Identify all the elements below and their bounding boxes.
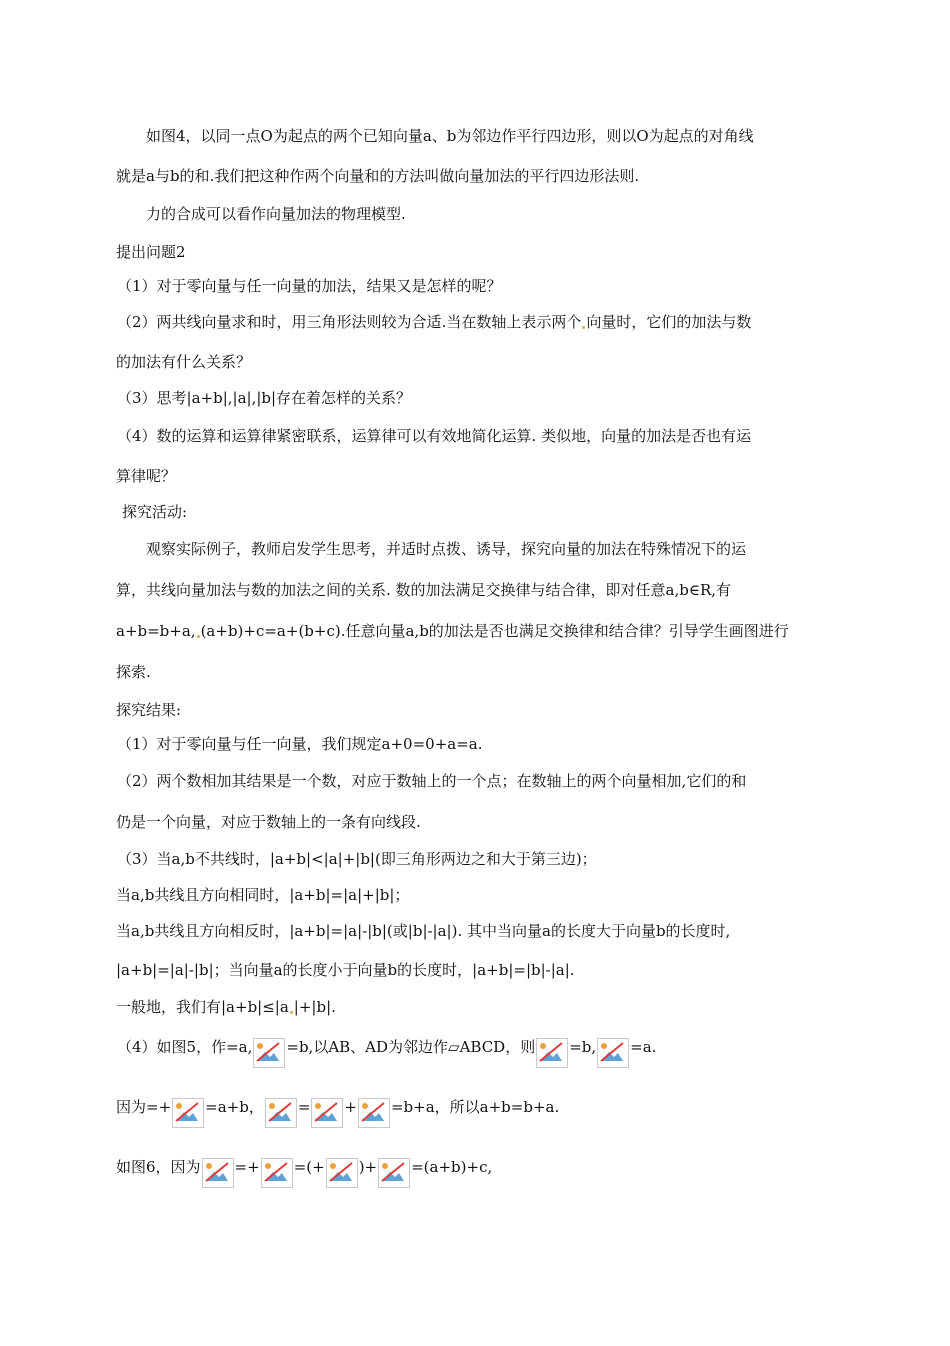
result-3-line: 一般地，我们有|a+b|≤|a |+|b|.: [116, 998, 336, 1016]
broken-image-icon: [597, 1038, 629, 1068]
result-4: （4）如图5，作=a, =b,以AB、AD为邻边作▱ABCD，则 =b, =a.: [117, 1037, 656, 1068]
broken-image-icon: [311, 1098, 343, 1128]
section-heading: 探究结果:: [116, 701, 182, 719]
broken-image-icon: [261, 1158, 293, 1188]
question-2-cont: 的加法有什么关系？: [116, 353, 252, 371]
question-1: （1）对于零向量与任一向量的加法，结果又是怎样的呢？: [117, 277, 502, 295]
result-3-line: |a+b|=|a|-|b|；当向量a的长度小于向量b的长度时，|a+b|=|b|-|a|.: [116, 961, 575, 979]
broken-image-icon: [172, 1098, 204, 1128]
paragraph-line: a+b=b+a, (a+b)+c=a+(b+c).任意向量a,b的加法是否也满足交换律和结合律？引导学生画图进行: [116, 622, 789, 640]
marker-dot: [582, 326, 585, 329]
marker-dot: [197, 635, 200, 638]
question-2: （2）两共线向量求和时，用三角形法则较为合适.当在数轴上表示两个 向量时，它们的加法与数: [117, 313, 752, 331]
section-heading: 提出问题2: [116, 243, 186, 261]
paragraph-line: 观察实际例子，教师启发学生思考，并适时点拨、诱导，探究向量的加法在特殊情况下的运: [146, 540, 747, 558]
question-3: （3）思考|a+b|,|a|,|b|存在着怎样的关系？: [117, 389, 412, 407]
broken-image-icon: [326, 1158, 358, 1188]
result-3-line: 当a,b共线且方向相同时，|a+b|=|a|+|b|；: [116, 886, 410, 904]
broken-image-icon: [265, 1098, 297, 1128]
result-2: （2）两个数相加其结果是一个数，对应于数轴上的一个点；在数轴上的两个向量相加,它们的和: [117, 772, 747, 790]
paragraph-line: 力的合成可以看作向量加法的物理模型.: [146, 205, 406, 223]
result-6: 如图6，因为 =+ =(+ )+ =(a+b)+c,: [116, 1157, 492, 1188]
result-3-line: 当a,b共线且方向相反时，|a+b|=|a|-|b|(或|b|-|a|). 其中当向量a的长度大于向量b的长度时,: [116, 922, 731, 940]
paragraph-line: 就是a与b的和.我们把这种作两个向量和的方法叫做向量加法的平行四边形法则.: [116, 167, 640, 185]
broken-image-icon: [378, 1158, 410, 1188]
broken-image-icon: [202, 1158, 234, 1188]
section-heading: 探究活动:: [122, 503, 188, 521]
question-4: （4）数的运算和运算律紧密联系，运算律可以有效地简化运算. 类似地，向量的加法是否也有运: [117, 427, 752, 445]
result-3: （3）当a,b不共线时，|a+b|<|a|+|b|(即三角形两边之和大于第三边)；: [117, 850, 597, 868]
broken-image-icon: [253, 1038, 285, 1068]
paragraph-line: 如图4，以同一点O为起点的两个已知向量a、b为邻边作平行四边形，则以O为起点的对角线: [146, 127, 754, 145]
broken-image-icon: [536, 1038, 568, 1068]
result-5: 因为=+ =a+b， = + =b+a，所以a+b=b+a.: [116, 1097, 559, 1128]
marker-dot: [290, 1011, 293, 1014]
paragraph-line: 探索.: [116, 663, 151, 681]
paragraph-line: 算，共线向量加法与数的加法之间的关系. 数的加法满足交换律与结合律，即对任意a,b∈R,有: [116, 581, 732, 599]
question-4-cont: 算律呢？: [116, 467, 177, 485]
result-2-cont: 仍是一个向量，对应于数轴上的一条有向线段.: [116, 813, 421, 831]
broken-image-icon: [358, 1098, 390, 1128]
result-1: （1）对于零向量与任一向量，我们规定a+0=0+a=a.: [117, 735, 483, 753]
